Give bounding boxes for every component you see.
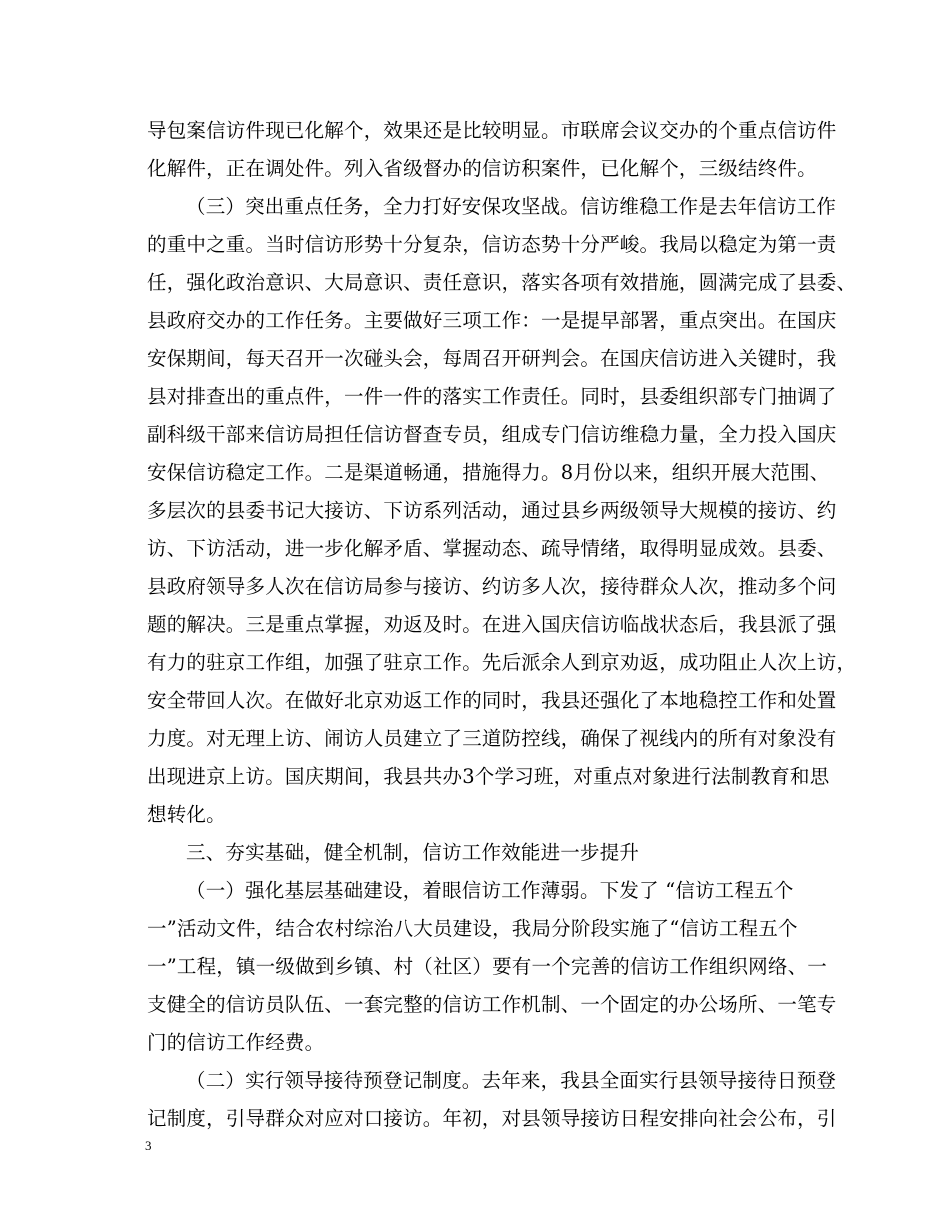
page-number: 3 (145, 1138, 152, 1153)
body-text-line: 县政府领导多人次在信访局参与接访、约访多人次，接待群众人次，推动多个问 (147, 575, 837, 598)
body-text-line: （三）突出重点任务，全力打好安保攻坚战。信访维稳工作是去年信访工作 (186, 195, 837, 218)
body-text-line: 一”活动文件，结合农村综治八大员建设，我局分阶段实施了“信访工程五个 (147, 917, 798, 940)
body-text-line: 门的信访工作经费。 (147, 1031, 325, 1054)
body-text-line: 安保信访稳定工作。二是渠道畅通，措施得力。8月份以来，组织开展大范围、 (147, 461, 830, 484)
body-text-line: 多层次的县委书记大接访、下访系列活动，通过县乡两级领导大规模的接访、约 (147, 499, 837, 522)
body-text-line: 化解件，正在调处件。列入省级督办的信访积案件，已化解个，三级结终件。 (147, 157, 817, 180)
body-text-line: 有力的驻京工作组，加强了驻京工作。先后派余人到京劝返，成功阻止人次上访， (147, 651, 857, 674)
body-text-line: （二）实行领导接待预登记制度。去年来，我县全面实行县领导接待日预登 (186, 1069, 837, 1092)
body-text-line: 题的解决。三是重点掌握，劝返及时。在进入国庆信访临战状态后，我县派了强 (147, 613, 837, 636)
section-heading: 三、夯实基础，健全机制，信访工作效能进一步提升 (186, 841, 640, 864)
body-text-line: （一）强化基层基础建设，着眼信访工作薄弱。下发了 “信访工程五个 (186, 879, 794, 902)
body-text-line: 一”工程，镇一级做到乡镇、村（社区）要有一个完善的信访工作组织网络、一 (147, 955, 827, 978)
body-text-line: 安保期间，每天召开一次碰头会，每周召开研判会。在国庆信访进入关键时，我 (147, 347, 837, 370)
body-text-line: 支健全的信访员队伍、一套完整的信访工作机制、一个固定的办公场所、一笔专 (147, 993, 837, 1016)
body-text-line: 安全带回人次。在做好北京劝返工作的同时，我县还强化了本地稳控工作和处置 (147, 689, 837, 712)
body-text-line: 县对排查出的重点件，一件一件的落实工作责任。同时，县委组织部专门抽调了 (147, 385, 837, 408)
body-text-line: 力度。对无理上访、闹访人员建立了三道防控线，确保了视线内的所有对象没有 (147, 727, 837, 750)
body-text-line: 县政府交办的工作任务。主要做好三项工作：一是提早部署，重点突出。在国庆 (147, 309, 837, 332)
body-text-line: 任，强化政治意识、大局意识、责任意识，落实各项有效措施，圆满完成了县委、 (147, 271, 857, 294)
body-text-line: 副科级干部来信访局担任信访督查专员，组成专门信访维稳力量，全力投入国庆 (147, 423, 837, 446)
body-text-line: 记制度，引导群众对应对口接访。年初，对县领导接访日程安排向社会公布，引 (147, 1107, 837, 1130)
body-text-line: 访、下访活动，进一步化解矛盾、掌握动态、疏导情绪，取得明显成效。县委、 (147, 537, 837, 560)
body-text-line: 导包案信访件现已化解个，效果还是比较明显。市联席会议交办的个重点信访件 (147, 119, 837, 142)
body-text-line: 想转化。 (147, 803, 226, 826)
body-text-line: 的重中之重。当时信访形势十分复杂，信访态势十分严峻。我局以稳定为第一责 (147, 233, 837, 256)
body-text-line: 出现进京上访。国庆期间，我县共办3个学习班，对重点对象进行法制教育和思 (147, 765, 830, 788)
